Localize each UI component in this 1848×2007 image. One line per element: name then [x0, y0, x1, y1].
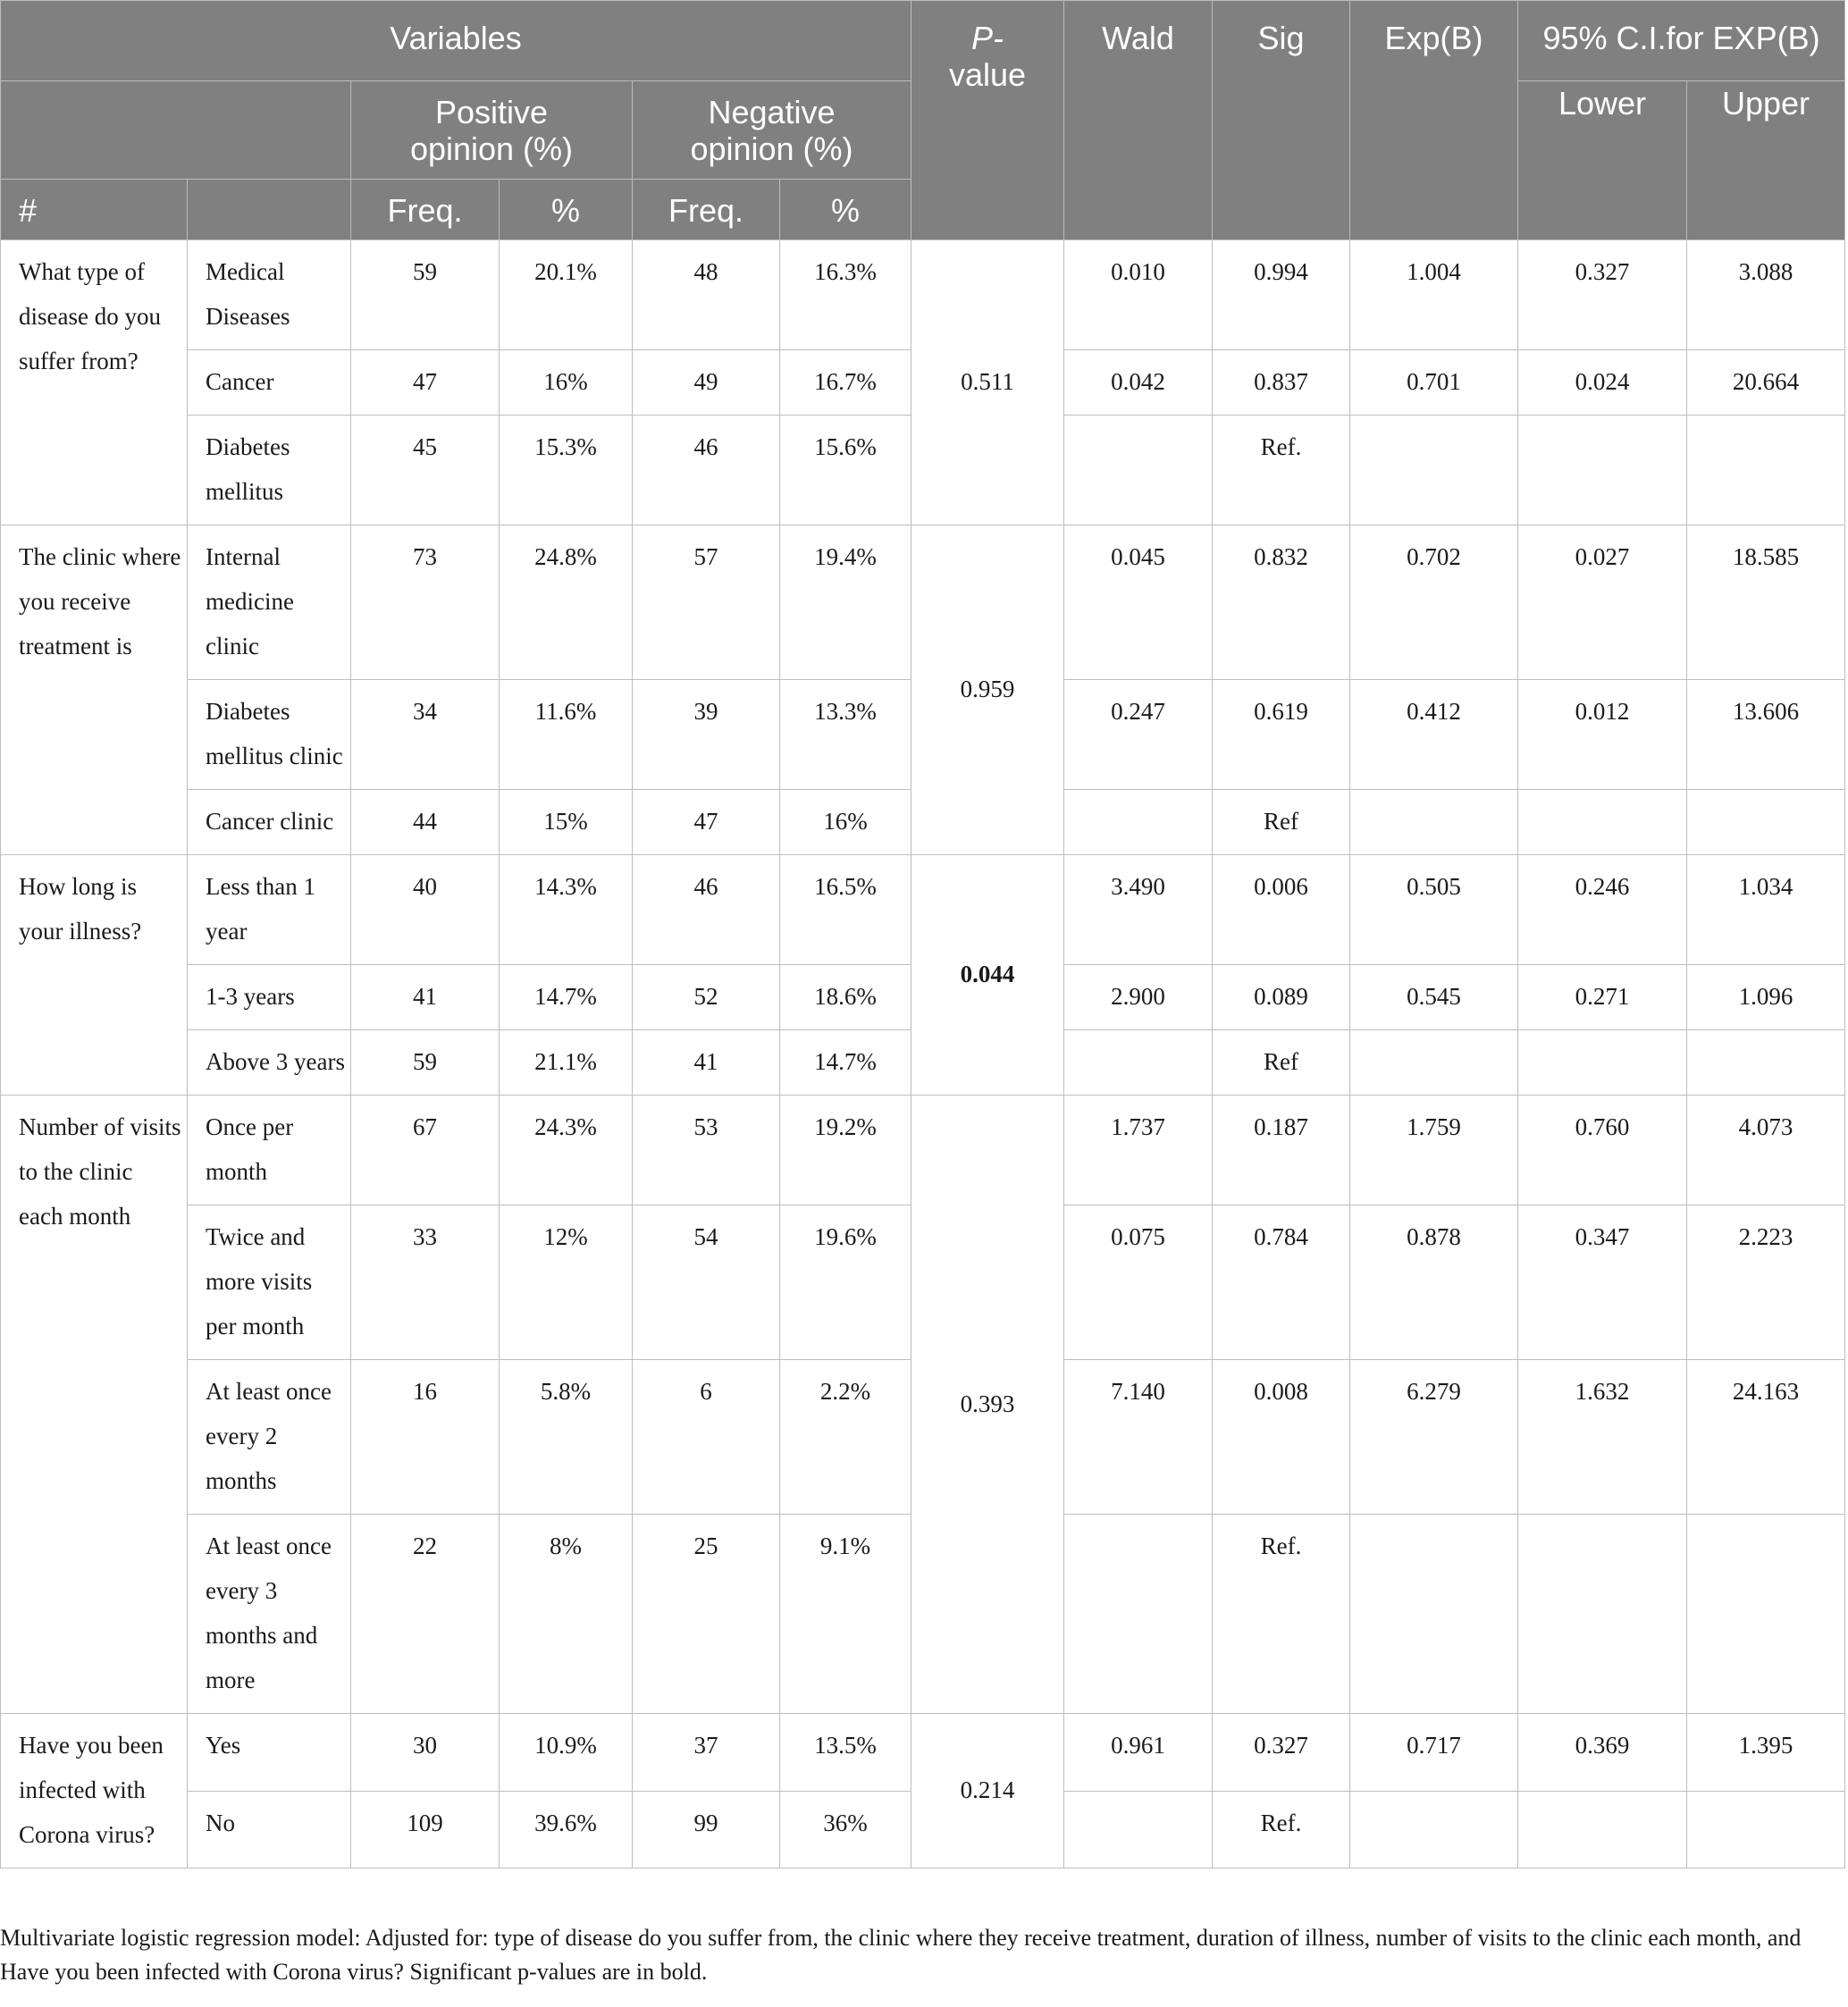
sig-cell: Ref. [1213, 1515, 1350, 1714]
positive-freq-cell: 22 [351, 1515, 500, 1714]
negative-freq-cell: 25 [633, 1515, 780, 1714]
ci-lower-cell [1518, 1515, 1687, 1714]
ci-lower-cell: 0.760 [1518, 1096, 1687, 1205]
expb-cell: 0.717 [1350, 1714, 1518, 1792]
pvalue-cell: 0.044 [911, 855, 1064, 1096]
sig-cell: Ref [1213, 1030, 1350, 1096]
negative-freq-cell: 52 [633, 965, 780, 1030]
question-cell: Have you been infected with Corona virus? [1, 1714, 188, 1868]
positive-pct-cell: 24.8% [500, 525, 633, 680]
upper-header: Upper [1687, 81, 1845, 240]
sig-cell: Ref [1213, 790, 1350, 855]
positive-freq-cell: 47 [351, 350, 500, 416]
expb-cell: 1.759 [1350, 1096, 1518, 1205]
negative-pct-cell: 19.2% [780, 1096, 911, 1205]
negative-freq-cell: 48 [633, 240, 780, 350]
hash-header: # [1, 180, 188, 240]
expb-cell: 1.004 [1350, 240, 1518, 350]
negative-pct-cell: 36% [780, 1791, 911, 1868]
sig-cell: 0.008 [1213, 1360, 1350, 1515]
negative-freq-cell: 46 [633, 416, 780, 525]
negative-pct-cell: 15.6% [780, 416, 911, 525]
positive-pct-cell: 15% [500, 790, 633, 855]
positive-pct-cell: 24.3% [500, 1096, 633, 1205]
footnote: Multivariate logistic regression model: Adjusted for: type of disease do you suffer from, the clinic where they receive treatment, duration of illness, number of visits to the clinic each month, and Have you been infected with Corona virus? Significant p-values are in bold. [0, 1925, 1802, 1985]
category-cell: Medical Diseases [188, 240, 351, 350]
negative-freq-cell: 49 [633, 350, 780, 416]
expb-cell: 0.412 [1350, 680, 1518, 790]
ci-upper-cell: 1.034 [1687, 855, 1845, 965]
ci-upper-cell: 1.096 [1687, 965, 1845, 1030]
category-cell: No [188, 1791, 351, 1868]
negative-pct-cell: 16% [780, 790, 911, 855]
positive-freq-cell: 73 [351, 525, 500, 680]
table-body [1, 240, 1845, 1868]
sig-cell: 0.837 [1213, 350, 1350, 416]
negative-pct-cell: 19.4% [780, 525, 911, 680]
ci-lower-cell: 1.632 [1518, 1360, 1687, 1515]
negative-pct-header: % [780, 180, 911, 240]
positive-freq-cell: 16 [351, 1360, 500, 1515]
expb-header: Exp(B) [1350, 1, 1518, 240]
ci-lower-cell: 0.027 [1518, 525, 1687, 680]
negative-pct-cell: 16.7% [780, 350, 911, 416]
negative-freq-cell: 41 [633, 1030, 780, 1096]
table-row [1, 855, 1845, 965]
question-cell: Number of visits to the clinic each month [1, 1096, 188, 1714]
ci-lower-cell: 0.347 [1518, 1205, 1687, 1360]
negative-pct-cell: 2.2% [780, 1360, 911, 1515]
negative-freq-cell: 57 [633, 525, 780, 680]
expb-cell [1350, 1791, 1518, 1868]
table-row [1, 1714, 1845, 1792]
negative-pct-cell: 16.5% [780, 855, 911, 965]
positive-pct-cell: 14.7% [500, 965, 633, 1030]
negative-freq-cell: 53 [633, 1096, 780, 1205]
ci-lower-cell: 0.369 [1518, 1714, 1687, 1792]
positive-pct-cell: 14.3% [500, 855, 633, 965]
negative-freq-header: Freq. [633, 180, 780, 240]
wald-cell: 0.010 [1064, 240, 1213, 350]
question-cell: How long is your illness? [1, 855, 188, 1096]
category-cell: At least once every 3 months and more [188, 1515, 351, 1714]
ci-upper-cell [1687, 1791, 1845, 1868]
ci-lower-cell: 0.327 [1518, 240, 1687, 350]
pvalue-header: P- value [911, 1, 1064, 240]
lower-header: Lower [1518, 81, 1687, 240]
negative-pct-cell: 19.6% [780, 1205, 911, 1360]
variables-header: Variables [1, 1, 911, 81]
sig-cell: 0.619 [1213, 680, 1350, 790]
sig-cell: 0.832 [1213, 525, 1350, 680]
wald-cell [1064, 790, 1213, 855]
ci-upper-cell [1687, 416, 1845, 525]
positive-freq-cell: 30 [351, 1714, 500, 1792]
expb-cell: 0.878 [1350, 1205, 1518, 1360]
ci-upper-cell [1687, 790, 1845, 855]
positive-pct-cell: 16% [500, 350, 633, 416]
negative-freq-cell: 99 [633, 1791, 780, 1868]
positive-freq-cell: 109 [351, 1791, 500, 1868]
negative-freq-cell: 46 [633, 855, 780, 965]
negative-pct-cell: 9.1% [780, 1515, 911, 1714]
wald-cell [1064, 1030, 1213, 1096]
negative-freq-cell: 47 [633, 790, 780, 855]
expb-cell [1350, 416, 1518, 525]
positive-pct-header: % [500, 180, 633, 240]
expb-cell: 0.702 [1350, 525, 1518, 680]
sig-cell: 0.784 [1213, 1205, 1350, 1360]
wald-cell: 0.042 [1064, 350, 1213, 416]
question-cell: What type of disease do you suffer from? [1, 240, 188, 525]
table-row [1, 240, 1845, 350]
category-cell: 1-3 years [188, 965, 351, 1030]
positive-pct-cell: 39.6% [500, 1791, 633, 1868]
positive-freq-header: Freq. [351, 180, 500, 240]
wald-cell [1064, 416, 1213, 525]
ci-lower-cell [1518, 416, 1687, 525]
ci-header: 95% C.I.for EXP(B) [1518, 1, 1845, 81]
sig-cell: 0.006 [1213, 855, 1350, 965]
category-cell: Internal medicine clinic [188, 525, 351, 680]
positive-freq-cell: 45 [351, 416, 500, 525]
positive-pct-cell: 20.1% [500, 240, 633, 350]
pvalue-cell: 0.511 [911, 240, 1064, 525]
category-cell: Yes [188, 1714, 351, 1792]
category-cell: Cancer [188, 350, 351, 416]
ci-lower-cell: 0.012 [1518, 680, 1687, 790]
ci-upper-cell [1687, 1515, 1845, 1714]
negative-freq-cell: 54 [633, 1205, 780, 1360]
positive-freq-cell: 59 [351, 1030, 500, 1096]
category-cell: Twice and more visits per month [188, 1205, 351, 1360]
negative-freq-cell: 37 [633, 1714, 780, 1792]
pvalue-cell: 0.214 [911, 1714, 1064, 1868]
sig-cell: Ref. [1213, 1791, 1350, 1868]
expb-cell: 0.545 [1350, 965, 1518, 1030]
expb-cell: 0.505 [1350, 855, 1518, 965]
category-cell: At least once every 2 months [188, 1360, 351, 1515]
sig-cell: 0.089 [1213, 965, 1350, 1030]
wald-cell: 2.900 [1064, 965, 1213, 1030]
ci-upper-cell [1687, 1030, 1845, 1096]
positive-freq-cell: 67 [351, 1096, 500, 1205]
ci-upper-cell: 4.073 [1687, 1096, 1845, 1205]
sig-cell: 0.327 [1213, 1714, 1350, 1792]
expb-cell: 6.279 [1350, 1360, 1518, 1515]
expb-cell [1350, 790, 1518, 855]
positive-opinion-header: Positive opinion (%) [351, 81, 633, 180]
expb-cell [1350, 1030, 1518, 1096]
ci-upper-cell: 13.606 [1687, 680, 1845, 790]
positive-pct-cell: 5.8% [500, 1360, 633, 1515]
pvalue-cell: 0.959 [911, 525, 1064, 855]
positive-pct-cell: 12% [500, 1205, 633, 1360]
category-cell: Once per month [188, 1096, 351, 1205]
ci-lower-cell: 0.246 [1518, 855, 1687, 965]
wald-cell: 7.140 [1064, 1360, 1213, 1515]
category-cell: Less than 1 year [188, 855, 351, 965]
wald-cell: 0.247 [1064, 680, 1213, 790]
wald-cell: 0.961 [1064, 1714, 1213, 1792]
sig-cell: 0.994 [1213, 240, 1350, 350]
ci-lower-cell: 0.024 [1518, 350, 1687, 416]
negative-freq-cell: 39 [633, 680, 780, 790]
ci-lower-cell: 0.271 [1518, 965, 1687, 1030]
category-cell: Above 3 years [188, 1030, 351, 1096]
category-cell: Cancer clinic [188, 790, 351, 855]
expb-cell: 0.701 [1350, 350, 1518, 416]
negative-pct-cell: 13.5% [780, 1714, 911, 1792]
wald-cell: 0.075 [1064, 1205, 1213, 1360]
positive-pct-cell: 21.1% [500, 1030, 633, 1096]
ci-lower-cell [1518, 1030, 1687, 1096]
positive-pct-cell: 10.9% [500, 1714, 633, 1792]
question-cell: The clinic where you receive treatment is [1, 525, 188, 855]
table-row [1, 525, 1845, 680]
table-row [1, 1096, 1845, 1205]
wald-cell [1064, 1791, 1213, 1868]
ci-lower-cell [1518, 790, 1687, 855]
negative-freq-cell: 6 [633, 1360, 780, 1515]
sig-header: Sig [1213, 1, 1350, 240]
ci-upper-cell: 2.223 [1687, 1205, 1845, 1360]
wald-header: Wald [1064, 1, 1213, 240]
negative-pct-cell: 13.3% [780, 680, 911, 790]
ci-upper-cell: 3.088 [1687, 240, 1845, 350]
wald-cell: 3.490 [1064, 855, 1213, 965]
ci-lower-cell [1518, 1791, 1687, 1868]
expb-cell [1350, 1515, 1518, 1714]
category-cell: Diabetes mellitus [188, 416, 351, 525]
ci-upper-cell: 1.395 [1687, 1714, 1845, 1792]
wald-cell: 0.045 [1064, 525, 1213, 680]
positive-pct-cell: 11.6% [500, 680, 633, 790]
category-cell: Diabetes mellitus clinic [188, 680, 351, 790]
positive-freq-cell: 41 [351, 965, 500, 1030]
sig-cell: 0.187 [1213, 1096, 1350, 1205]
positive-freq-cell: 44 [351, 790, 500, 855]
negative-pct-cell: 18.6% [780, 965, 911, 1030]
negative-opinion-header: Negative opinion (%) [633, 81, 911, 180]
blank-header-cell [1, 81, 351, 180]
positive-pct-cell: 15.3% [500, 416, 633, 525]
sig-cell: Ref. [1213, 416, 1350, 525]
pvalue-cell: 0.393 [911, 1096, 1064, 1714]
positive-freq-cell: 40 [351, 855, 500, 965]
negative-pct-cell: 14.7% [780, 1030, 911, 1096]
negative-pct-cell: 16.3% [780, 240, 911, 350]
ci-upper-cell: 24.163 [1687, 1360, 1845, 1515]
positive-freq-cell: 33 [351, 1205, 500, 1360]
wald-cell [1064, 1515, 1213, 1714]
wald-cell: 1.737 [1064, 1096, 1213, 1205]
positive-freq-cell: 34 [351, 680, 500, 790]
category-header [188, 180, 351, 240]
positive-freq-cell: 59 [351, 240, 500, 350]
ci-upper-cell: 20.664 [1687, 350, 1845, 416]
ci-upper-cell: 18.585 [1687, 525, 1845, 680]
positive-pct-cell: 8% [500, 1515, 633, 1714]
